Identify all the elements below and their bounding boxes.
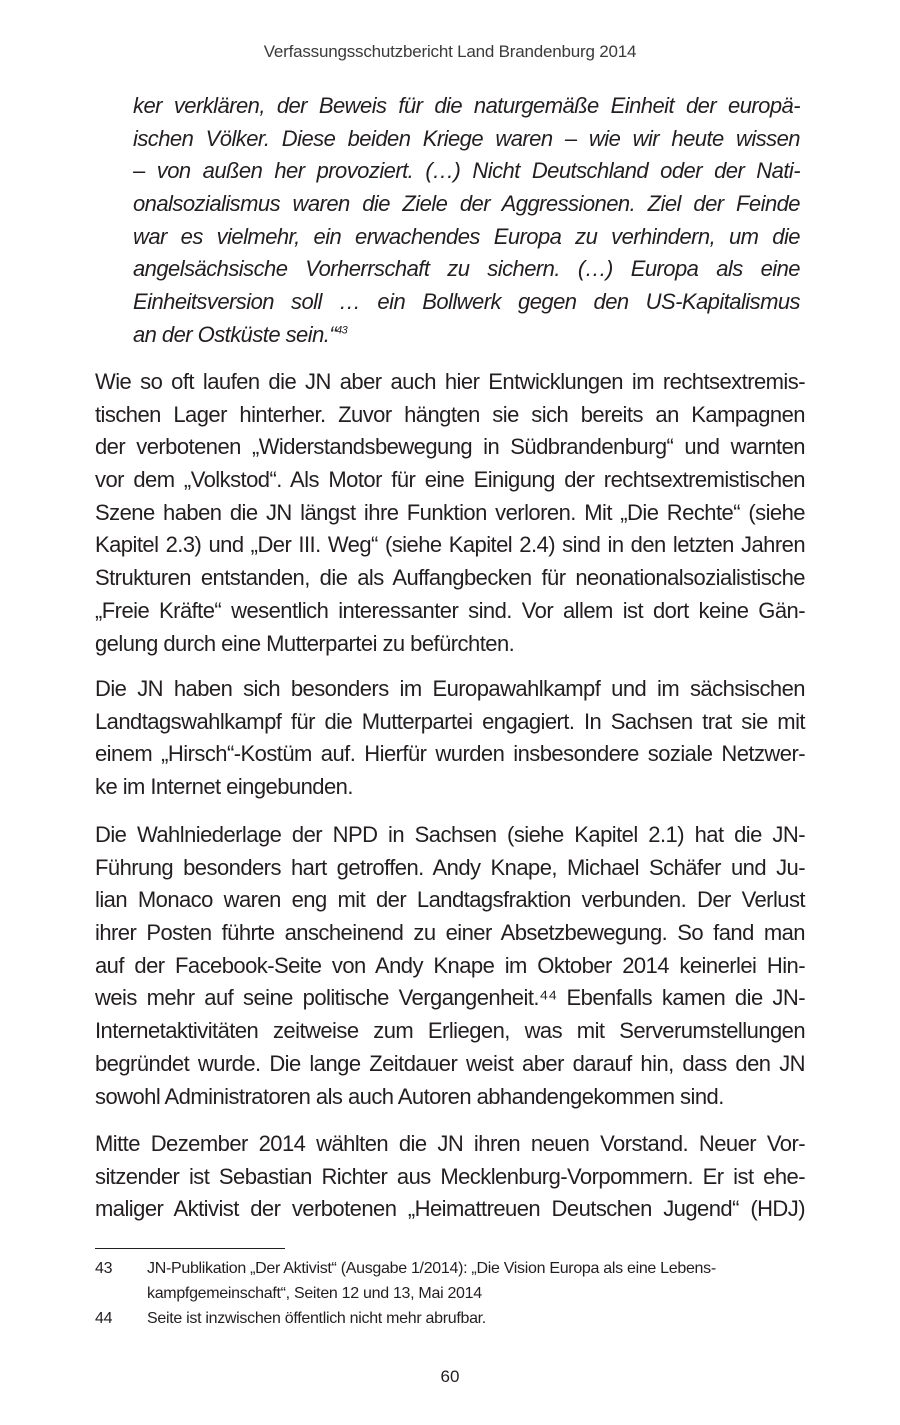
footnote-line: kampfgemeinschaft“, Seiten 12 und 13, Mai 2014: [147, 1284, 482, 1302]
paragraph-line: gelung durch eine Mutterpartei zu befürchten.: [95, 630, 515, 656]
paragraph-line: Internetaktivitäten zeitweise zum Erliegen, was mit Serverumstellungen: [95, 1018, 805, 1044]
running-header: Verfassungsschutzbericht Land Brandenburg 2014: [263, 42, 637, 61]
quote-line: [133, 188, 800, 221]
quote-line: [133, 90, 800, 123]
quote-line: [133, 286, 800, 319]
footnote-number: 44: [95, 1310, 113, 1327]
paragraph-line: einem „Hirsch“-Kostüm auf. Hierfür wurden insbesondere soziale Netzwer-: [95, 741, 805, 767]
quote-line-text: angelsächsische Vorherrschaft zu sichern. (…) Europa als eine: [133, 256, 800, 282]
paragraph-line: Landtagswahlkampf für die Mutterpartei engagiert. In Sachsen trat sie mit: [95, 708, 805, 734]
paragraph-line: ihrer Posten führte anscheinend zu einer Absetzbewegung. So fand man: [95, 920, 805, 946]
paragraph-line: Kapitel 2.3) und „Der III. Weg“ (siehe Kapitel 2.4) sind in den letzten Jahren: [95, 532, 805, 558]
footnote: [95, 1307, 805, 1332]
quote-line: [133, 221, 800, 254]
footnote: [95, 1257, 805, 1306]
paragraph-line: Die JN haben sich besonders im Europawahlkampf und im sächsischen: [95, 676, 805, 701]
paragraph-line: auf der Facebook-Seite von Andy Knape im Oktober 2014 keinerlei Hin-: [95, 952, 805, 978]
quote-line: [133, 253, 800, 286]
paragraph-line: Die Wahlniederlage der NPD in Sachsen (siehe Kapitel 2.1) hat die JN-: [95, 822, 805, 847]
paragraph-line: Führung besonders hart getroffen. Andy Knape, Michael Schäfer und Ju-: [95, 854, 805, 880]
page-number: 60: [440, 1367, 460, 1386]
footnote-number: 43: [95, 1260, 113, 1277]
quote-line: [133, 123, 800, 156]
footnote-ref: 43: [336, 324, 348, 337]
paragraph-line: ke im Internet eingebunden.: [95, 774, 353, 800]
paragraph-line: Mitte Dezember 2014 wählten die JN ihren neuen Vorstand. Neuer Vor-: [95, 1131, 805, 1156]
quote-line-text: Einheitsversion soll … ein Bollwerk gegen den US-Kapitalismus: [133, 289, 800, 315]
quote-line-text: onalsozialismus waren die Ziele der Aggressionen. Ziel der Feinde: [133, 191, 800, 217]
quote-line-text: ker verklären, der Beweis für die naturgemäße Einheit der europä-: [133, 93, 800, 118]
paragraph-line: tischen Lager hinterher. Zuvor hängten sie sich bereits an Kampagnen: [95, 401, 805, 427]
paragraph-line: Strukturen entstanden, die als Auffangbecken für neonationalsozialistische: [95, 565, 805, 591]
paragraph: [95, 673, 805, 804]
paragraph-line: sowohl Administratoren als auch Autoren abhandengekommen sind.: [95, 1083, 724, 1109]
quote-line-text: war es vielmehr, ein erwachendes Europa zu verhindern, um die: [133, 223, 800, 249]
paragraph-line: Wie so oft laufen die JN aber auch hier Entwicklungen im rechtsextremis-: [95, 369, 805, 394]
paragraph-line: lian Monaco waren eng mit der Landtagsfraktion verbunden. Der Verlust: [95, 887, 805, 913]
quote-line-text: ischen Völker. Diese beiden Kriege waren – wie wir heute wissen: [133, 125, 800, 151]
footnote-divider: [95, 1248, 285, 1249]
footnote-text: [147, 1307, 805, 1332]
paragraph: [95, 1128, 805, 1226]
quote-line: [133, 155, 800, 188]
block-quote: [133, 90, 800, 352]
quote-line: [133, 319, 800, 352]
paragraph: [95, 819, 805, 1113]
paragraph-line: weis mehr auf seine politische Vergangenheit.⁴⁴ Ebenfalls kamen die JN-: [95, 985, 805, 1011]
paragraph-line: „Freie Kräfte“ wesentlich interessanter sind. Vor allem ist dort keine Gän-: [95, 597, 805, 623]
paragraph-line: vor dem „Volkstod“. Als Motor für eine Einigung der rechtsextremistischen: [95, 467, 805, 493]
paragraph-line: Szene haben die JN längst ihre Funktion verloren. Mit „Die Rechte“ (siehe: [95, 499, 805, 525]
footnote-text: [147, 1257, 805, 1306]
paragraph-line: der verbotenen „Widerstandsbewegung in Südbrandenburg“ und warnten: [95, 434, 805, 460]
paragraph: [95, 366, 805, 660]
footnote-line: Seite ist inzwischen öffentlich nicht mehr abrufbar.: [147, 1310, 486, 1327]
paragraph-line: begründet wurde. Die lange Zeitdauer weist aber darauf hin, dass den JN: [95, 1050, 805, 1076]
paragraph-line: maliger Aktivist der verbotenen „Heimattreuen Deutschen Jugend“ (HDJ): [95, 1196, 805, 1222]
paragraph-line: sitzender ist Sebastian Richter aus Mecklenburg-Vorpommern. Er ist ehe-: [95, 1163, 805, 1189]
quote-line-text: an der Ostküste sein.“: [133, 321, 337, 347]
footnote-line: JN-Publikation „Der Aktivist“ (Ausgabe 1/2014): „Die Vision Europa als eine Lebens-: [147, 1260, 716, 1277]
quote-line-text: – von außen her provoziert. (…) Nicht Deutschland oder der Nati-: [133, 158, 800, 184]
